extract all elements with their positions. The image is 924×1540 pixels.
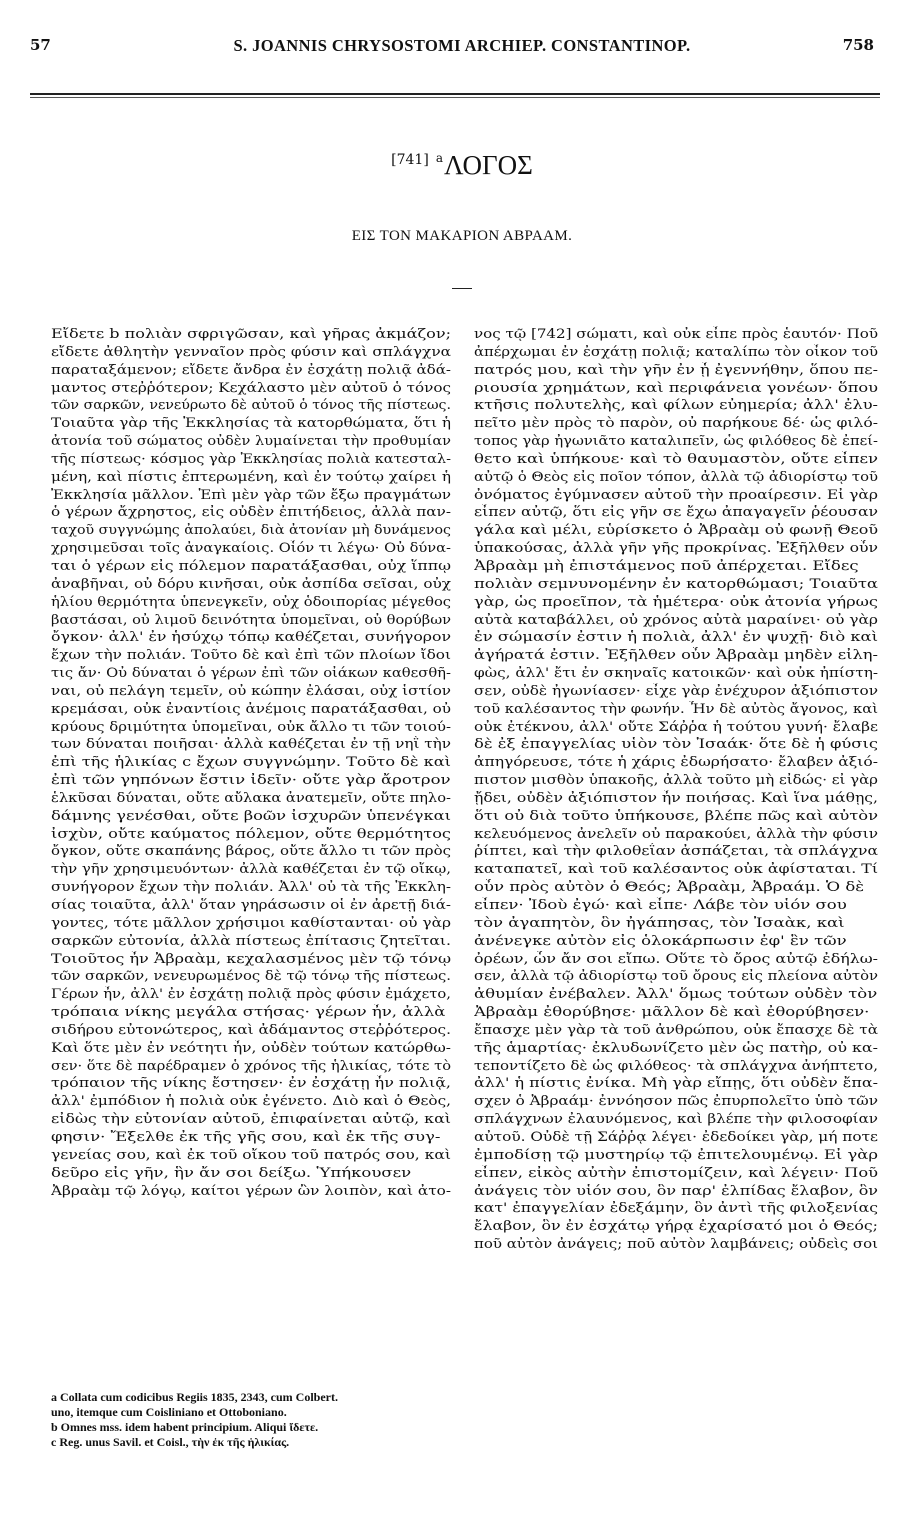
section-dash <box>452 288 472 289</box>
footnotes <box>51 1390 461 1450</box>
text-line: εἶπεν αὐτῷ, ὅτι εἰς γῆν σε ἔχω ἀπαγαγεῖν ῥέουσαν <box>474 505 878 521</box>
text-line: χρησιμεῦσαι τοῖς ἀναγκαίοις. Οἷόν τι λέγω· Οὐ δύνα- <box>51 541 451 557</box>
text-line: σπλάγχνων ἐλαυνόμενος, καὶ βλέπε τὴν φιλοσοφίαν <box>474 1112 878 1128</box>
text-line: τῶν σαρκῶν, νενευρωμένος δὲ τῷ τόνῳ τῆς πίστεως. <box>51 969 451 985</box>
text-line: Τοιοῦτος ἦν Ἀβραὰμ, κεχαλασμένος μὲν τῷ τόνῳ <box>51 951 451 967</box>
text-line: φησιν· Ἔξελθε ἐκ τῆς γῆς σου, καὶ ἐκ τῆς συγ- <box>51 1129 441 1145</box>
footnote: uno, itemque cum Coisliniano et Ottoboniano. <box>51 1405 287 1419</box>
header-rule <box>30 93 880 95</box>
text-line: κρεμάσαι, οὐκ ἐναντίοις ἀνέμοις παρατάξασθαι, οὐ <box>51 701 451 717</box>
text-line: εἶπεν, εἰκὸς αὐτὴν ἐπιστομίζειν, καὶ λέγειν· Ποῦ <box>474 1165 878 1181</box>
text-line: τῆς ἁμαρτίας· ἐκλυδωνίζετο μὲν ὡς πατὴρ, οὐ κα- <box>474 1040 878 1056</box>
text-line: τρόπαια νίκης μεγάλα στήσας· γέρων ἦν, ἀλλὰ <box>51 1005 446 1021</box>
text-line: τοῦ καλέσαντος τὴν φωνήν. Ἦν δὲ αὐτὸς ἄγονος, καὶ <box>474 701 878 717</box>
text-line: μαντος στεῤῥότερον; Κεχάλαστο μὲν αὐτοῦ ὁ τόνος <box>51 380 451 396</box>
text-line: Τοιαῦτα γὰρ τῆς Ἐκκλησίας τὰ κατορθώματα, ὅτι ἡ <box>51 416 451 432</box>
text-line: ται ὁ γέρων εἰς πόλεμον παρατάξασθαι, οὐχ ἵππῳ <box>51 558 451 574</box>
text-line: Ἀβραὰμ ἐθορύβησε· μᾶλλον δὲ καὶ ἐθορύβησεν· <box>474 1005 870 1021</box>
text-line: ἐπὶ τῶν γηπόνων ἔστιν ἰδεῖν· οὔτε γὰρ ἄροτρον <box>51 773 451 789</box>
text-line: ἑλκῦσαι δύναται, οὔτε αὔλακα ἀνατεμεῖν, οὔτε πηλο- <box>51 790 451 806</box>
text-line: ταχοῦ συγγνώμης ἀπολαύει, διὰ ἀτονίαν μὴ δυνάμενος <box>51 523 451 539</box>
text-line: γάλα καὶ μέλι, εὑρίσκετο ὁ Ἀβραὰμ οὐ φωνῇ Θεοῦ <box>474 523 878 539</box>
text-line: σχεν ὁ Ἀβραάμ· ἐννόησον πῶς ἐπυρπολεῖτο ὑπὸ τῶν <box>474 1094 878 1110</box>
running-header <box>0 36 924 60</box>
text-line: παραταξάμενον; εἴδετε ἄνδρα ἐν ἐσχάτῃ πολιᾷ ἀδά- <box>51 362 451 378</box>
footnote: b Omnes mss. idem habent principium. Aliqui ἴδετε. <box>51 1420 319 1434</box>
text-line: δάμνης γενέσθαι, οὔτε βοῶν ἰσχυρῶν ὑπενέγκαι <box>51 808 451 824</box>
text-line: ἰσχὺν, οὔτε καύματος πόλεμον, οὔτε θερμότητος <box>51 826 451 842</box>
text-line: δὲ ἐξ ἐπαγγελίας υἱὸν τὸν Ἰσαάκ· ὅτε δὲ ἡ φύσις <box>474 737 878 753</box>
footnote: c Reg. unus Savil. et Coisl., τὴν ἐκ τῆς ἡλικίας. <box>51 1435 290 1449</box>
text-line: ἀγήρατά ἐστιν. Ἐξῆλθεν οὖν Ἀβραὰμ μηδὲν εἰλη- <box>474 648 878 664</box>
text-line: γὰρ, ὡς προεῖπον, τὰ ἡμέτερα· οὐκ ἀτονία γήρως <box>474 594 878 610</box>
text-line: κρύους δριμύτητα ὑπομεῖναι, οὐκ ἄλλο τι τῶν τοιού- <box>51 719 451 735</box>
column-number: [741] <box>391 152 429 168</box>
text-line: ριουσία χρημάτων, καὶ περιφάνεια γονέων· ὅπου <box>474 380 878 396</box>
page-number-right: 758 <box>842 36 874 54</box>
heading <box>0 150 924 181</box>
text-line: κελευόμενος ἀνελεῖν οὐ παρακούει, ἀλλὰ τὴν φύσιν <box>474 826 878 842</box>
text-line: γενείας σου, καὶ ἐκ τοῦ οἴκου τοῦ πατρός σου, καὶ <box>51 1147 451 1163</box>
text-line: ποῦ αὐτὸν ἀνάγεις; ποῦ αὐτὸν λαμβάνεις; οὐδεὶς σοι <box>474 1237 878 1253</box>
text-line: ἀπηγόρευσε, τότε ἡ χάρις ἐδωρήσατο· ἔλαβεν ἀξιό- <box>474 755 878 771</box>
text-line: σεν, οὐδὲ ἠγωνίασεν· εἶχε γὰρ ἐνέχυρον ἀξιόπιστον <box>474 683 878 699</box>
text-line: Εἴδετε b πολιὰν σφριγῶσαν, καὶ γῆρας ἀκμάζον; <box>51 327 451 342</box>
text-line: σαρκῶν εὐτονία, ἀλλὰ πίστεως ἐπίτασις ζητεῖται. <box>51 933 451 949</box>
header-rule-thin <box>30 97 880 98</box>
text-line: σεν· ὅτε δὲ παρέδραμεν ὁ χρόνος τῆς ἡλικίας, τότε τὸ <box>51 1058 451 1074</box>
text-line: ἡλίου θερμότητα ὑπενεγκεῖν, οὐχ ὁδοιπορίας μέγεθος <box>51 594 451 610</box>
text-line: σίας τοιαῦτα, ἀλλ' ὅταν γηράσωσιν οἱ ἐν ἀρετῇ διά- <box>51 898 451 913</box>
text-line: μένη, καὶ πίστις ἐπτερωμένη, καὶ ἐν τούτῳ χαίρει ἡ <box>51 469 451 485</box>
text-line: ἐμποδίσῃ τῷ μυστηρίῳ τῷ ἐπιτελουμένῳ. Εἰ γὰρ <box>474 1147 878 1163</box>
text-line: αὐτῷ ὁ Θεὸς εἰς ποῖον τόπον, ἀλλὰ τῷ ἀδιορίστῳ τοῦ <box>474 469 878 485</box>
text-line: των δύναται ποιῆσαι· ἀλλὰ καθέζεται ἐν τῇ νηῒ τὴν <box>51 737 451 753</box>
text-line: γοντες, τότε μᾶλλον χρήσιμοι καθίστανται· οὐ γὰρ <box>51 915 451 931</box>
text-line: ἀλλ' ἐμπόδιον ἡ πολιὰ οὐκ ἐγένετο. Διὸ καὶ ὁ Θεὸς, <box>51 1094 451 1110</box>
heading-title: ΛΟΓΟΣ <box>444 150 533 180</box>
text-line: Ἀβραὰμ μὴ ἐπιστάμενος ποῦ ἀπέρχεται. Εἴδες <box>474 558 859 574</box>
text-line: εἴδετε ἀθλητὴν γενναῖον πρὸς φύσιν καὶ σπλάγχνα <box>51 344 451 360</box>
text-line: τὴν γῆν χρησιμευόντων· ἀλλὰ καθέζεται ἐν τῷ οἴκῳ, <box>51 862 451 878</box>
text-line: τοπος γὰρ ἠγωνιᾶτο καταλιπεῖν, ὡς φιλόθεος δὲ ἐπεί- <box>474 434 878 450</box>
text-line: Ἐκκλησία μᾶλλον. Ἐπὶ μὲν γὰρ τῶν ἔξω πραγμάτων <box>51 487 451 503</box>
text-line: Γέρων ἦν, ἀλλ' ἐν ἐσχάτῃ πολιᾷ πρὸς φύσιν ἐμάχετο, <box>51 987 451 1003</box>
text-line: κτῆσις πολυτελὴς, καὶ φίλων εὐημερία; ἀλλ' ἐλυ- <box>474 398 878 414</box>
running-title: S. JOANNIS CHRYSOSTOMI ARCHIEP. CONSTANTINOP. <box>233 36 691 55</box>
text-line: οὐκ ἐτέκνου, ἀλλ' οὔτε Σάῤῥα ἡ τούτου γυνή· ἔλαβε <box>474 719 878 735</box>
text-line: συνήγορον ἔχων τὴν πολιάν. Ἀλλ' οὐ τὰ τῆς Ἐκκλη- <box>51 880 451 896</box>
text-line: ἔπασχε μὲν γὰρ τὰ τοῦ ἀνθρώπου, οὐκ ἔπασχε δὲ τὰ <box>474 1022 878 1038</box>
text-line: φὼς, ἀλλ' ἔτι ἐν σκηναῖς κατοικῶν· καὶ οὐκ ἠπίστη- <box>474 666 878 682</box>
text-line: ὄγκον· ἀλλ' ἐν ἡσύχῳ τόπῳ καθέζεται, συνήγορον <box>51 630 451 646</box>
text-line: ᾔδει, οὐδὲν ἀξιόπιστον ἦν ποιήσας. Καὶ ἵνα μάθῃς, <box>474 790 878 806</box>
text-line: σεν, ἀλλὰ τῷ ἀδιορίστῳ τοῦ ὄρους εἰς πλείονα αὐτὸν <box>474 969 878 985</box>
text-line: ἔχων τὴν πολιάν. Τοῦτο δὲ καὶ ἐπὶ τῶν πλοίων ἴδοι <box>51 648 451 664</box>
text-line: ἀλλ' ἡ πίστις ἐνίκα. Μὴ γὰρ εἴπῃς, ὅτι οὐδὲν ἔπα- <box>474 1076 878 1092</box>
text-line: ἀνένεγκε αὐτὸν εἰς ὁλοκάρπωσιν ἐφ' ἓν τῶν <box>474 933 847 949</box>
text-line: ἀνάγεις τὸν υἱόν σου, ὃν παρ' ἐλπίδας ἔλαβον, ὃν <box>474 1183 878 1199</box>
text-line: καταπατεῖ, καὶ τοῦ καλέσαντος οὐκ ἀφίσταται. Τί <box>474 862 878 878</box>
text-line: ἀθυμίαν ἐνέβαλεν. Ἀλλ' ὅμως τούτων οὐδὲν τὸν <box>474 987 878 1003</box>
text-line: σιδήρου εὐτονώτερος, καὶ ἀδάμαντος στεῤῥότερος. <box>51 1022 451 1038</box>
footnote-marker: a <box>435 151 444 165</box>
text-line: νος τῷ [742] σώματι, καὶ οὐκ εἶπε πρὸς ἑαυτόν· Ποῦ <box>474 327 878 342</box>
text-line: τῶν σαρκῶν, νενεύρωτο δὲ αὐτοῦ ὁ τόνος τῆς πίστεως. <box>51 398 451 414</box>
text-line: πολιὰν σεμνυνομένην ἐν κατορθώμασι; Τοιαῦτα <box>474 576 878 592</box>
text-line: πατρός μου, καὶ τὴν γῆν ἐν ᾗ ἐγεννήθην, ὅπου πε- <box>474 362 878 378</box>
text-line: ναι, οὐ πελάγη τεμεῖν, οὐ κώπην ἐλάσαι, οὐχ ἱστίον <box>51 683 451 699</box>
text-line: ἀπέρχωμαι ἐν ἐσχάτῃ πολιᾷ; καταλίπω τὸν οἶκον τοῦ <box>474 344 878 360</box>
text-line: αὐτοῦ. Οὐδὲ τῇ Σάῤῥᾳ λέγει· ἐδεδοίκει γὰρ, μή ποτε <box>474 1129 878 1145</box>
text-line: ἔλαβον, ὃν ἐν ἐσχάτῳ γήρᾳ ἐχαρίσατό μοι ὁ Θεός; <box>474 1219 878 1235</box>
text-line: τῆς πίστεως· κόσμος γὰρ Ἐκκλησίας πολιὰ κατεσταλ- <box>51 451 451 467</box>
text-line: ὅτι οὐ διὰ τοῦτο ὑπήκουσε, βλέπε πῶς καὶ αὐτὸν <box>474 808 878 824</box>
text-line: οὖν πρὸς αὐτὸν ὁ Θεός; Ἀβραὰμ, Ἀβραάμ. Ὁ δὲ <box>474 880 865 896</box>
footnote: a Collata cum codicibus Regiis 1835, 2343, cum Colbert. <box>51 1390 338 1404</box>
heading-subtitle: ΕΙΣ ΤΟΝ ΜΑΚΑΡΙΟΝ ΑΒΡΑΑΜ. <box>351 228 573 244</box>
text-line: Καὶ ὅτε μὲν ἐν νεότητι ἦν, οὐδὲν τούτων κατώρθω- <box>51 1040 451 1056</box>
text-line: πεῖτο μὲν πρὸς τὸ παρὸν, οὐ παρήκουε δέ· ὡς φιλό- <box>474 416 878 432</box>
text-line: ὁ γέρων ἄχρηστος, εἰς οὐδὲν ἐπιτήδειος, ἀλλὰ παν- <box>51 505 451 521</box>
text-line: ἀτονία τοῦ σώματος οὐδὲν λυμαίνεται τὴν προθυμίαν <box>51 434 451 450</box>
text-line: ῥίπτει, καὶ τὴν φιλοθεΐαν ἀσπάζεται, τὰ σπλάγχνα <box>474 844 878 860</box>
right-column <box>474 326 878 1254</box>
text-line: ὀρέων, ὧν ἄν σοι εἴπω. Οὕτε τὸ ὄρος αὐτῷ ἐδήλω- <box>474 951 878 967</box>
text-line: ἐπὶ τῆς ἡλικίας c ἔχων συγγνώμην. Τοῦτο δὲ καὶ <box>51 755 451 771</box>
text-line: Ἀβραὰμ τῷ λόγῳ, καίτοι γέρων ὢν λοιπὸν, καὶ ἀτο- <box>51 1183 451 1199</box>
text-line: ὑπακούσας, ἀλλὰ γῆν γῆς προκρίνας. Ἐξῆλθεν οὖν <box>474 541 878 557</box>
text-line: ὀνόματος ἐγύμνασεν αὐτοῦ τὴν προαίρεσιν. Εἰ γὰρ <box>474 487 878 503</box>
text-line: εἶπεν· Ἰδοὺ ἐγώ· καὶ εἶπε· Λάβε τὸν υἱόν σου <box>474 898 847 913</box>
text-line: ἀναβῆναι, οὐ δόρυ κινῆσαι, οὐκ ἀσπίδα σεῖσαι, οὐχ <box>51 576 451 592</box>
text-line: βαστάσαι, οὐ λιμοῦ δεινότητα ὑπομεῖναι, οὐ θορύβων <box>51 612 451 628</box>
text-line: αὐτὰ καταβάλλει, οὐ χρόνος αὐτὰ μαραίνει· οὐ γὰρ <box>474 612 878 628</box>
text-line: τὸν ἀγαπητὸν, ὃν ἠγάπησας, τὸν Ἰσαὰκ, καὶ <box>474 915 845 931</box>
left-column <box>51 326 451 1200</box>
text-line: θετο καὶ ὑπήκουε· καὶ τὸ θαυμαστὸν, οὔτε εἶπεν <box>474 451 878 467</box>
text-line: ὄγκον, οὔτε σκαπάνης βάρος, οὔτε ἄλλο τι τῶν πρὸς <box>51 844 451 860</box>
text-line: κατ' ἐπαγγελίαν ἐδεξάμην, ὃν ἀντὶ τῆς φιλοξενίας <box>474 1201 878 1217</box>
text-line: εἰδὼς τὴν εὐτονίαν αὐτοῦ, ἐπιφαίνεται αὐτῷ, καὶ <box>51 1112 451 1128</box>
text-line: ἐν σώμασίν ἐστιν ἡ πολιὰ, ἀλλ' ἐν ψυχῇ· διὸ καὶ <box>474 630 878 646</box>
page-number-left: 57 <box>30 36 51 54</box>
text-line: τις ἄν· Οὐ δύναται ὁ γέρων ἐπὶ τῶν οἰάκων καθεσθῆ- <box>51 666 451 682</box>
text-line: τρόπαιον τῆς νίκης ἔστησεν· ἐν ἐσχάτῃ ἦν πολιᾷ, <box>51 1076 451 1092</box>
text-line: δεῦρο εἰς γῆν, ἣν ἄν σοι δείξω. Ὑπήκουσεν <box>51 1165 412 1181</box>
text-line: τεποντίζετο δὲ ὡς φιλόθεος· τὰ σπλάγχνα ἀνήπτετο, <box>474 1058 878 1074</box>
text-line: πιστον μισθὸν ὑπακοῆς, ἀλλὰ τοῦτο μὴ εἰδώς· εἰ γὰρ <box>474 773 878 789</box>
